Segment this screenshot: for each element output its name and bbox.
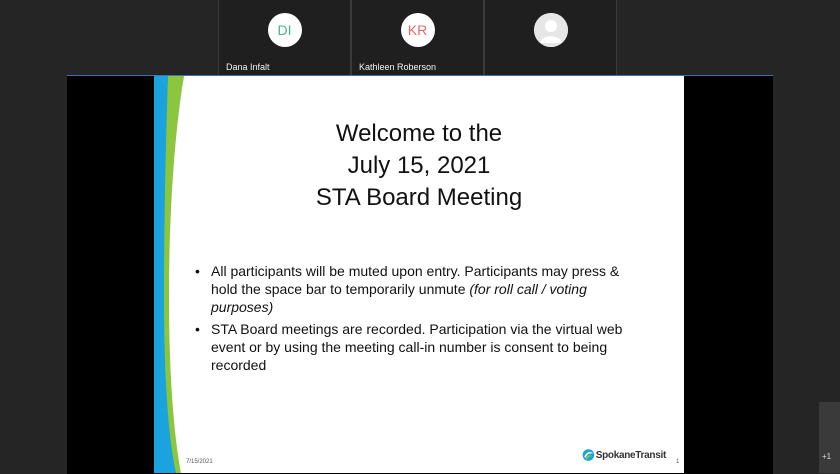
default-avatar-icon <box>534 13 568 47</box>
participant-tile-dana[interactable] <box>218 0 351 75</box>
slide-title-line: Welcome to the <box>335 120 503 147</box>
bullet-text: STA Board meetings are recorded. Participation via the virtual web event or by using the meeting call-in number is consent to being recorded <box>211 321 623 373</box>
participant-name: Dana Infalt <box>226 62 270 72</box>
presentation-slide <box>154 76 684 473</box>
participant-name: Kathleen Roberson <box>359 62 437 72</box>
slide-title-line: July 15, 2021 <box>347 152 491 179</box>
participant-tile-unnamed[interactable] <box>484 0 617 75</box>
slide-title-line: STA Board Meeting <box>315 184 523 211</box>
participant-tile-kathleen[interactable] <box>351 0 484 75</box>
bullet-italic-note: (for roll call / voting purposes) <box>211 281 587 315</box>
slide-bullet-list <box>194 262 644 378</box>
bullet-text: All participants will be muted upon entry. Participants may press & hold the space bar to temporarily unmute <box>211 263 620 297</box>
avatar: DI <box>268 13 302 47</box>
more-participants-button[interactable] <box>819 402 840 473</box>
slide-title <box>154 118 684 214</box>
logo-text: SpokaneTransit <box>595 449 666 461</box>
slide-page-number: 1 <box>676 459 680 465</box>
more-participants-count: +1 <box>822 452 832 461</box>
participant-strip <box>218 0 620 75</box>
avatar: KR <box>401 13 435 47</box>
spokane-transit-logo-icon <box>582 444 595 466</box>
spokane-transit-logo <box>582 440 666 470</box>
bullet-recorded <box>194 320 644 374</box>
slide-footer-date: 7/15/2021 <box>186 459 213 465</box>
bullet-muted-entry <box>194 262 644 316</box>
